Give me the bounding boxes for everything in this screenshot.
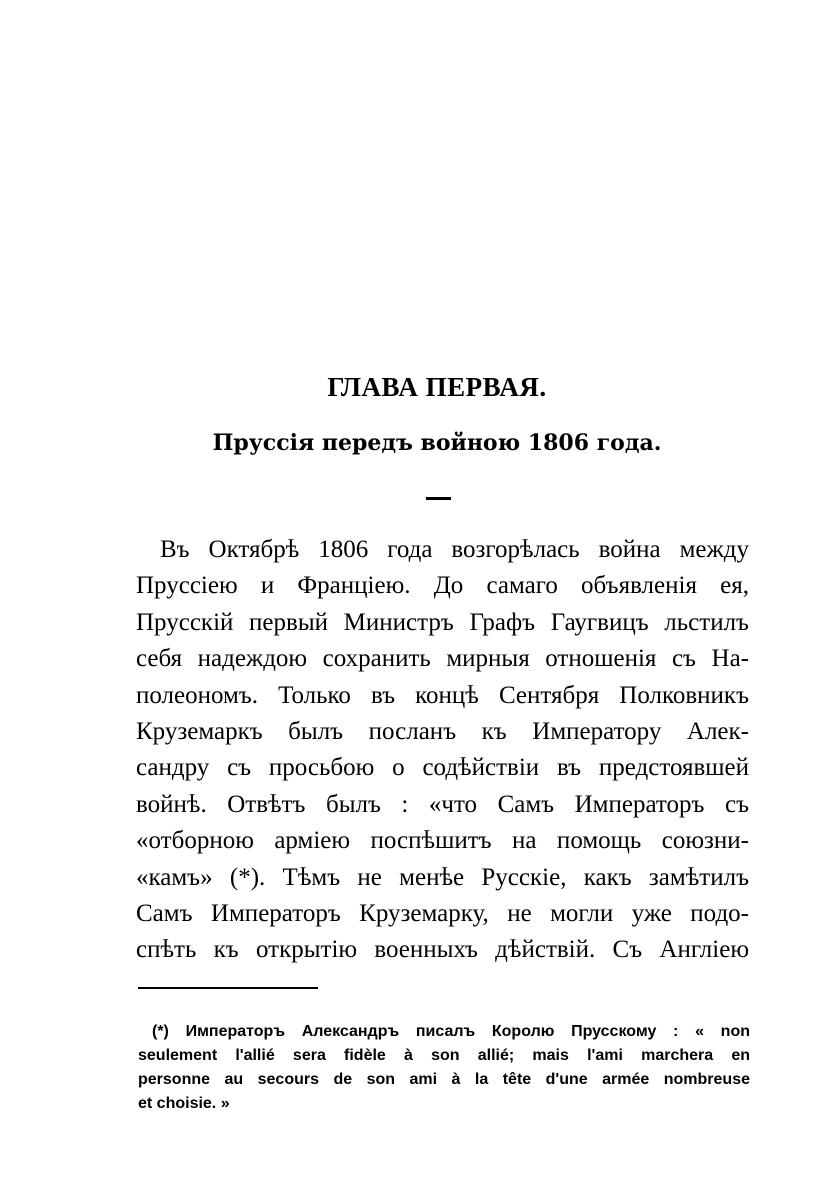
footnote-line: seulement l'allié sera fidèle à son allié; mais l'ami marchera en xyxy=(138,1047,750,1064)
footnote-line: personne au secours de son ami à la tête d'une armée nombreuse xyxy=(138,1071,750,1088)
body-line: Прусскій первый Министръ Графъ Гаугвицъ льстилъ xyxy=(136,608,749,636)
body-line: себя надеждою сохранить мирныя отношенія съ На- xyxy=(136,645,749,673)
body-line: полеономъ. Только въ концѣ Сентября Полковникъ xyxy=(136,681,749,709)
body-line: сандру съ просьбою о содѣйствіи въ предстоявшей xyxy=(136,754,749,782)
footnote-rule xyxy=(138,987,318,989)
body-line: спѣть къ открытію военныхъ дѣйствій. Съ Англіею xyxy=(136,936,749,964)
body-line: Круземаркъ былъ посланъ къ Императору Алек- xyxy=(136,717,749,745)
footnote-line: et choisie. » xyxy=(138,1095,230,1112)
title-divider xyxy=(426,497,451,500)
body-line: «камъ» (*). Тѣмъ не менѣе Русскіе, какъ замѣтилъ xyxy=(136,863,749,891)
chapter-title: ГЛАВА ПЕРВАЯ. xyxy=(327,372,547,402)
body-line: Самъ Императоръ Круземарку, не могли уже подо- xyxy=(136,899,749,927)
body-line: Въ Октябрѣ 1806 года возгорѣлась война между xyxy=(160,536,749,563)
footnote xyxy=(138,1020,750,1116)
footnote-line: (*) Императоръ Александръ писалъ Королю Прусскому : « non xyxy=(152,1023,750,1040)
chapter-subtitle: Пруссія передъ войною 1806 года. xyxy=(212,430,662,456)
body-line: «отборною арміею поспѣшитъ на помощь союзни- xyxy=(136,827,749,855)
body-line: Пруссіею и Франціею. До самаго объявленія ея, xyxy=(136,572,749,600)
body-paragraph xyxy=(136,532,749,969)
body-line: войнѣ. Отвѣтъ былъ : «что Самъ Императоръ съ xyxy=(136,790,749,818)
